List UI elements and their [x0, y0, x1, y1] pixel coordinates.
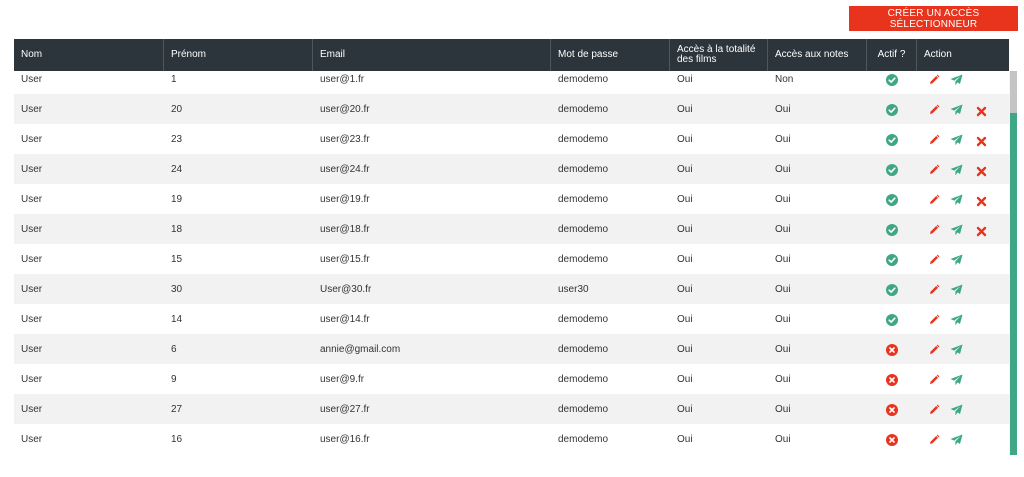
cell-email: annie@gmail.com [320, 343, 401, 355]
inactive-x-icon[interactable] [886, 373, 898, 391]
edit-pencil-icon[interactable] [928, 103, 940, 121]
table-row [14, 214, 1009, 244]
delete-x-icon[interactable] [976, 194, 987, 212]
cell-notes-access: Oui [775, 403, 791, 415]
cell-nom: User [21, 253, 43, 265]
active-check-icon[interactable] [886, 313, 898, 331]
scrollbar-highlight [1010, 113, 1017, 455]
cell-password: demodemo [558, 343, 609, 355]
cell-password: demodemo [558, 313, 609, 325]
active-check-icon[interactable] [886, 133, 898, 151]
col-header-prenom[interactable]: Prénom [164, 39, 313, 71]
cell-email: user@19.fr [320, 193, 370, 205]
active-check-icon[interactable] [886, 193, 898, 211]
col-header-action: Action [924, 49, 952, 60]
cell-email: user@18.fr [320, 223, 370, 235]
cell-prenom: 18 [171, 223, 183, 235]
send-paper-plane-icon[interactable] [950, 403, 963, 421]
cell-films-access: Oui [677, 283, 693, 295]
active-check-icon[interactable] [886, 223, 898, 241]
cell-password: demodemo [558, 253, 609, 265]
table-body [14, 71, 1009, 455]
cell-films-access: Oui [677, 403, 693, 415]
send-paper-plane-icon[interactable] [950, 343, 963, 361]
inactive-x-icon[interactable] [886, 343, 898, 361]
cell-prenom: 23 [171, 133, 183, 145]
table-row [14, 124, 1009, 154]
table-row [14, 274, 1009, 304]
col-header-email[interactable]: Email [313, 39, 551, 71]
send-paper-plane-icon[interactable] [950, 103, 963, 121]
cell-nom: User [21, 313, 43, 325]
send-paper-plane-icon[interactable] [950, 433, 963, 451]
cell-prenom: 6 [171, 343, 177, 355]
cell-email: user@24.fr [320, 163, 370, 175]
table-row [14, 394, 1009, 424]
cell-password: demodemo [558, 133, 609, 145]
cell-prenom: 9 [171, 373, 177, 385]
cell-email: user@14.fr [320, 313, 370, 325]
cell-nom: User [21, 403, 43, 415]
edit-pencil-icon[interactable] [928, 373, 940, 391]
cell-prenom: 19 [171, 193, 183, 205]
send-paper-plane-icon[interactable] [950, 223, 963, 241]
cell-notes-access: Oui [775, 373, 791, 385]
send-paper-plane-icon[interactable] [950, 283, 963, 301]
inactive-x-icon[interactable] [886, 403, 898, 421]
cell-email: user@20.fr [320, 103, 370, 115]
cell-films-access: Oui [677, 163, 693, 175]
col-header-films-line2: des films [677, 54, 717, 65]
edit-pencil-icon[interactable] [928, 253, 940, 271]
cell-nom: User [21, 103, 43, 115]
table-row [14, 94, 1009, 124]
cell-password: demodemo [558, 403, 609, 415]
table-header [14, 39, 1009, 71]
col-header-films-access[interactable] [670, 39, 768, 71]
table-row [14, 364, 1009, 394]
delete-x-icon[interactable] [976, 104, 987, 122]
edit-pencil-icon[interactable] [928, 163, 940, 181]
cell-prenom: 27 [171, 403, 183, 415]
cell-films-access: Oui [677, 313, 693, 325]
cell-email: user@15.fr [320, 253, 370, 265]
cell-password: demodemo [558, 193, 609, 205]
edit-pencil-icon[interactable] [928, 283, 940, 301]
cell-password: demodemo [558, 163, 609, 175]
active-check-icon[interactable] [886, 253, 898, 271]
cell-prenom: 15 [171, 253, 183, 265]
cell-prenom: 16 [171, 433, 183, 445]
cell-password: demodemo [558, 373, 609, 385]
cell-films-access: Oui [677, 433, 693, 445]
table-row [14, 424, 1009, 454]
cell-nom: User [21, 73, 43, 85]
edit-pencil-icon[interactable] [928, 223, 940, 241]
edit-pencil-icon[interactable] [928, 193, 940, 211]
cell-password: demodemo [558, 223, 609, 235]
cell-prenom: 20 [171, 103, 183, 115]
cell-films-access: Oui [677, 103, 693, 115]
send-paper-plane-icon[interactable] [950, 133, 963, 151]
send-paper-plane-icon[interactable] [950, 253, 963, 271]
cell-password: demodemo [558, 103, 609, 115]
active-check-icon[interactable] [886, 103, 898, 121]
table-row [14, 71, 1009, 94]
cell-password: demodemo [558, 73, 609, 85]
delete-x-icon[interactable] [976, 164, 987, 182]
cell-email: User@30.fr [320, 283, 372, 295]
table-row [14, 154, 1009, 184]
cell-email: user@16.fr [320, 433, 370, 445]
cell-nom: User [21, 163, 43, 175]
cell-notes-access: Oui [775, 283, 791, 295]
cell-prenom: 1 [171, 73, 177, 85]
send-paper-plane-icon[interactable] [950, 373, 963, 391]
send-paper-plane-icon[interactable] [950, 313, 963, 331]
cell-password: demodemo [558, 433, 609, 445]
table-row [14, 244, 1009, 274]
cell-notes-access: Non [775, 73, 794, 85]
send-paper-plane-icon[interactable] [950, 73, 963, 91]
col-header-films-line1: Accès à la totalité [677, 44, 756, 55]
edit-pencil-icon[interactable] [928, 433, 940, 451]
cell-email: user@9.fr [320, 373, 365, 385]
cell-notes-access: Oui [775, 133, 791, 145]
table-row [14, 304, 1009, 334]
cell-prenom: 30 [171, 283, 183, 295]
cell-nom: User [21, 433, 43, 445]
cell-nom: User [21, 223, 43, 235]
cell-nom: User [21, 343, 43, 355]
create-selector-access-button[interactable]: CRÉER UN ACCÈS SÉLECTIONNEUR [849, 6, 1018, 31]
edit-pencil-icon[interactable] [928, 403, 940, 421]
cell-email: user@27.fr [320, 403, 370, 415]
cell-nom: User [21, 373, 43, 385]
cell-films-access: Oui [677, 253, 693, 265]
cell-nom: User [21, 283, 43, 295]
col-header-notes-access[interactable]: Accès aux notes [768, 39, 867, 71]
cell-films-access: Oui [677, 343, 693, 355]
cell-nom: User [21, 133, 43, 145]
table-row [14, 184, 1009, 214]
edit-pencil-icon[interactable] [928, 133, 940, 151]
col-header-password[interactable]: Mot de passe [551, 39, 670, 71]
cell-notes-access: Oui [775, 103, 791, 115]
col-header-active[interactable]: Actif ? [867, 39, 917, 71]
cell-notes-access: Oui [775, 163, 791, 175]
delete-x-icon[interactable] [976, 224, 987, 242]
send-paper-plane-icon[interactable] [950, 163, 963, 181]
col-header-nom[interactable]: Nom [14, 39, 164, 71]
users-table [14, 39, 1009, 455]
cell-notes-access: Oui [775, 193, 791, 205]
inactive-x-icon[interactable] [886, 433, 898, 451]
delete-x-icon[interactable] [976, 134, 987, 152]
cell-email: user@23.fr [320, 133, 370, 145]
cell-notes-access: Oui [775, 223, 791, 235]
cell-prenom: 24 [171, 163, 183, 175]
cell-prenom: 14 [171, 313, 183, 325]
cell-password: user30 [558, 283, 589, 295]
send-paper-plane-icon[interactable] [950, 193, 963, 211]
edit-pencil-icon[interactable] [928, 73, 940, 91]
table-row [14, 334, 1009, 364]
cell-films-access: Oui [677, 73, 693, 85]
cell-films-access: Oui [677, 133, 693, 145]
cell-notes-access: Oui [775, 343, 791, 355]
edit-pencil-icon[interactable] [928, 343, 940, 361]
cell-notes-access: Oui [775, 433, 791, 445]
active-check-icon[interactable] [886, 283, 898, 301]
cell-notes-access: Oui [775, 313, 791, 325]
scrollbar-thumb[interactable] [1010, 71, 1017, 113]
cell-films-access: Oui [677, 373, 693, 385]
cell-notes-access: Oui [775, 253, 791, 265]
active-check-icon[interactable] [886, 73, 898, 91]
cell-films-access: Oui [677, 223, 693, 235]
active-check-icon[interactable] [886, 163, 898, 181]
cell-email: user@1.fr [320, 73, 365, 85]
cell-films-access: Oui [677, 193, 693, 205]
cell-nom: User [21, 193, 43, 205]
edit-pencil-icon[interactable] [928, 313, 940, 331]
